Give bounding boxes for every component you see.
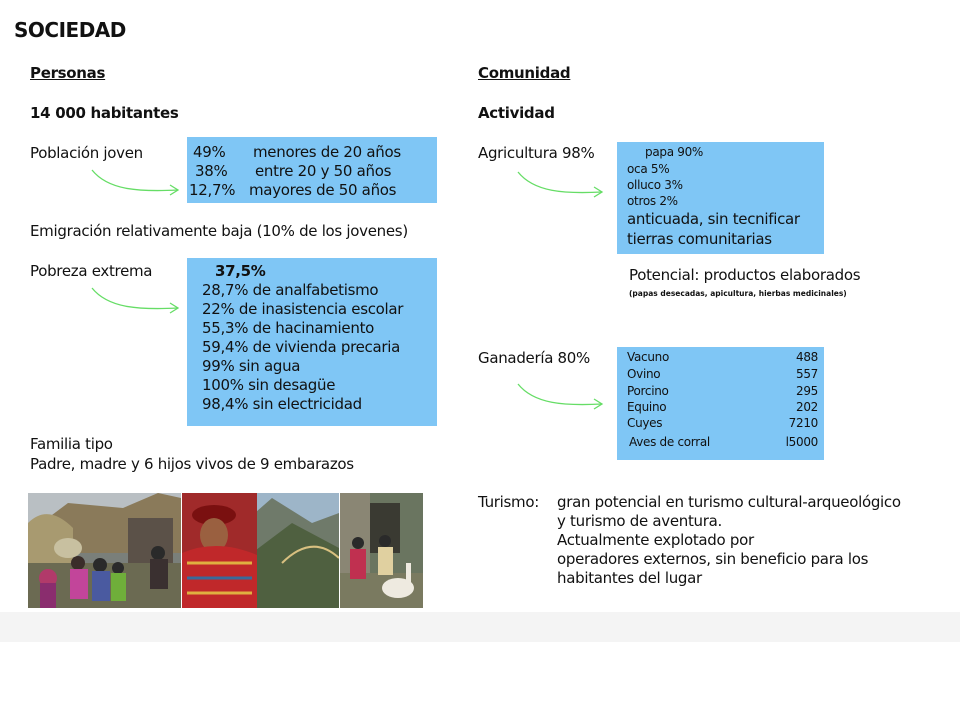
poblacion-pct-3: 12,7%: [189, 181, 236, 199]
potencial-text: Potencial: productos elaborados: [629, 266, 861, 284]
agricultura-item-3: olluco 3%: [627, 178, 683, 192]
ganaderia-count-6: l5000: [785, 435, 818, 449]
arrow-poblacion-icon: [88, 166, 188, 198]
ganaderia-count-5: 7210: [788, 416, 818, 430]
bottom-band: [0, 612, 960, 642]
arrow-ganaderia-icon: [514, 380, 614, 412]
familia-label: Familia tipo: [30, 435, 113, 453]
agricultura-item-1: papa 90%: [645, 145, 704, 159]
emigracion-text: Emigración relativamente baja (10% de los jovenes): [30, 222, 408, 240]
pobreza-line-3: 22% de inasistencia escolar: [202, 300, 404, 318]
pobreza-line-1: 37,5%: [215, 262, 266, 280]
pobreza-line-5: 59,4% de vivienda precaria: [202, 338, 400, 356]
page-title: SOCIEDAD: [14, 18, 126, 42]
pobreza-label: Pobreza extrema: [30, 262, 153, 280]
actividad-text: Actividad: [478, 104, 555, 122]
turismo-line-3: Actualmente explotado por: [557, 531, 754, 549]
turismo-line-2: y turismo de aventura.: [557, 512, 722, 530]
turismo-line-1: gran potencial en turismo cultural-arqueológico: [557, 493, 901, 511]
arrow-pobreza-icon: [88, 284, 188, 316]
ganaderia-count-3: 295: [795, 384, 818, 398]
turismo-label: Turismo:: [478, 493, 539, 511]
agricultura-item-2: oca 5%: [627, 162, 670, 176]
ganaderia-label: Ganadería 80%: [478, 349, 590, 367]
ganaderia-name-4: Equino: [627, 400, 667, 414]
turismo-line-5: habitantes del lugar: [557, 569, 702, 587]
poblacion-pct-2: 38%: [195, 162, 228, 180]
poblacion-pct-1: 49%: [193, 143, 226, 161]
pobreza-line-6: 99% sin agua: [202, 357, 301, 375]
poblacion-box: [187, 137, 437, 203]
agricultura-item-4: otros 2%: [627, 194, 678, 208]
arrow-agricultura-icon: [514, 168, 614, 200]
photo-children-llama: [340, 493, 423, 608]
pobreza-line-4: 55,3% de hacinamiento: [202, 319, 375, 337]
potencial-detail: (papas desecadas, apicultura, hierbas medicinales): [629, 289, 847, 298]
poblacion-desc-2: entre 20 y 50 años: [255, 162, 392, 180]
ganaderia-name-1: Vacuno: [627, 350, 669, 364]
photo-village-families: [28, 493, 181, 608]
poblacion-desc-3: mayores de 50 años: [249, 181, 397, 199]
ganaderia-box: [617, 347, 824, 460]
ganaderia-name-3: Porcino: [627, 384, 669, 398]
agricultura-note-2: tierras comunitarias: [627, 230, 772, 248]
turismo-line-4: operadores externos, sin beneficio para los: [557, 550, 869, 568]
poblacion-desc-1: menores de 20 años: [253, 143, 401, 161]
ganaderia-count-4: 202: [795, 400, 818, 414]
poblacion-label: Población joven: [30, 144, 143, 162]
pobreza-line-7: 100% sin desagüe: [202, 376, 336, 394]
ganaderia-count-2: 557: [795, 367, 818, 381]
comunidad-heading: Comunidad: [478, 64, 571, 82]
ganaderia-name-2: Ovino: [627, 367, 661, 381]
habitantes-text: 14 000 habitantes: [30, 104, 179, 122]
personas-heading: Personas: [30, 64, 106, 82]
ganaderia-count-1: 488: [795, 350, 818, 364]
agricultura-box: [617, 142, 824, 254]
agricultura-label: Agricultura 98%: [478, 144, 595, 162]
pobreza-line-8: 98,4% sin electricidad: [202, 395, 362, 413]
pobreza-line-2: 28,7% de analfabetismo: [202, 281, 379, 299]
familia-desc: Padre, madre y 6 hijos vivos de 9 embarazos: [30, 455, 354, 473]
ganaderia-name-5: Cuyes: [627, 416, 663, 430]
pobreza-box: [187, 258, 437, 426]
agricultura-note-1: anticuada, sin tecnificar: [627, 210, 800, 228]
ganaderia-name-6: Aves de corral: [629, 435, 710, 449]
photo-woman-mountains: [182, 493, 339, 608]
